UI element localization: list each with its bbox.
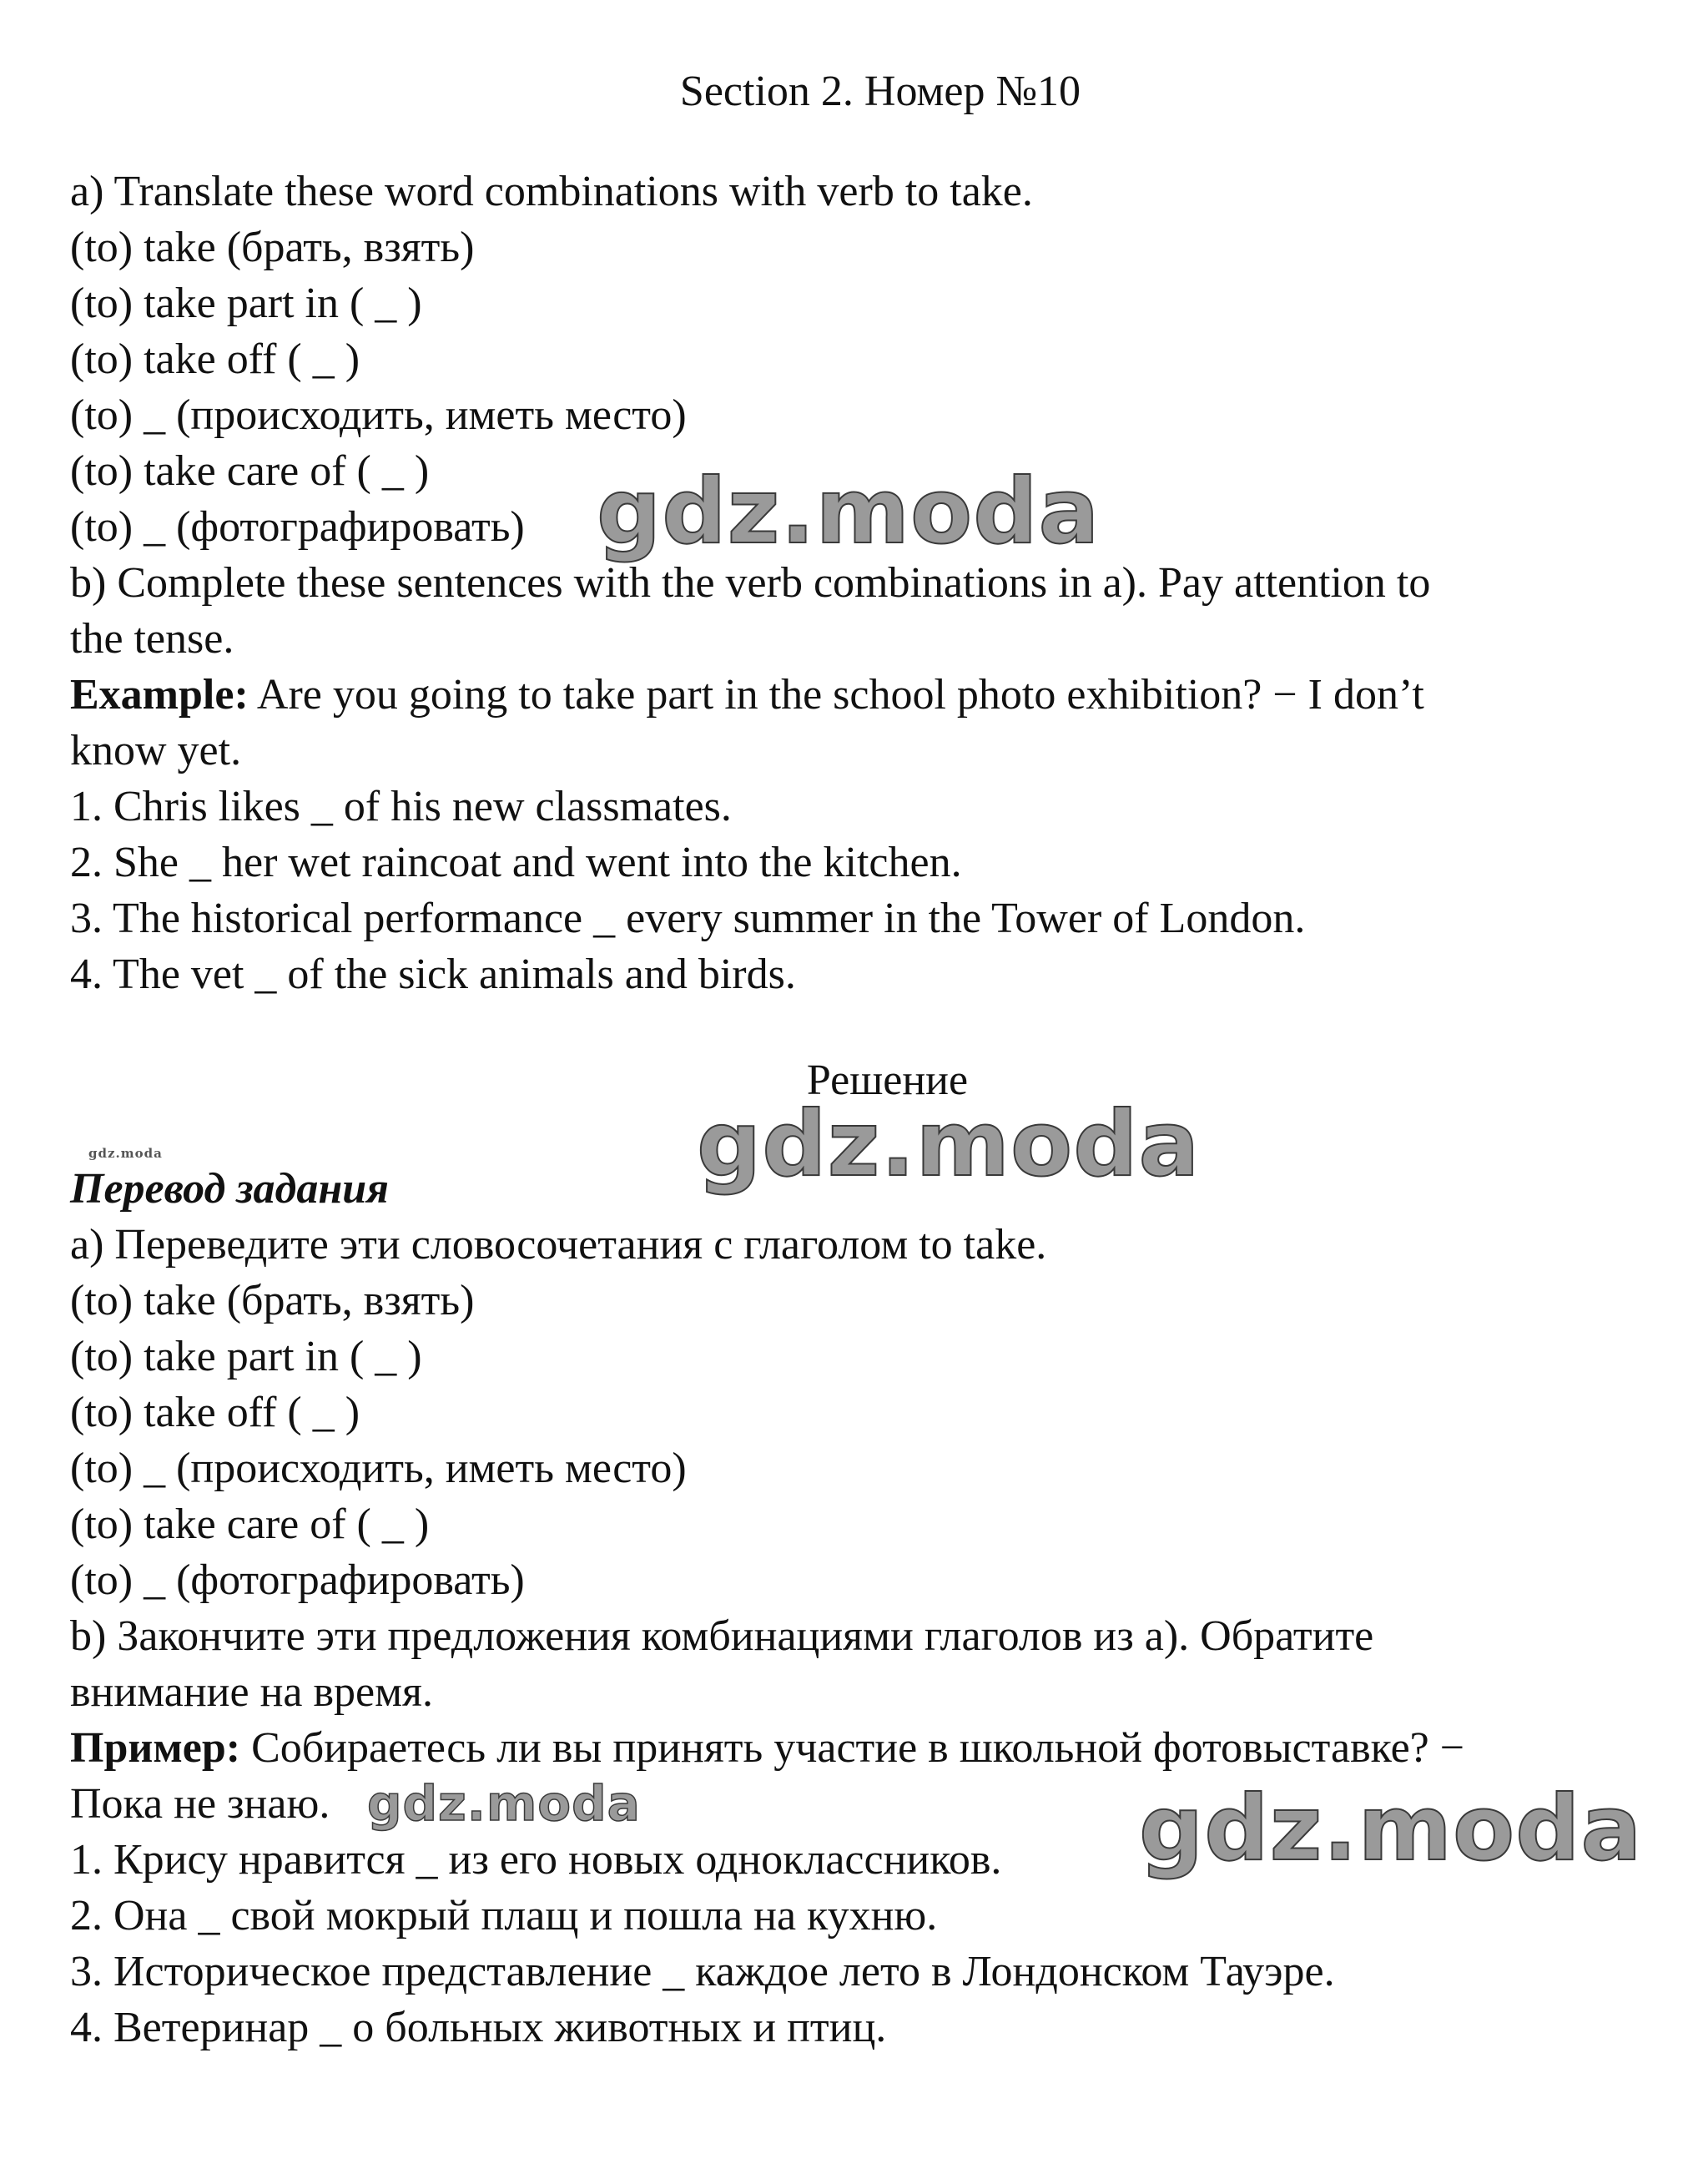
task-part-a-item: (to) _ (фотографировать): [70, 503, 525, 551]
task-part-a-item: (to) take part in ( _ ): [70, 280, 422, 327]
watermark: gdz.moda: [367, 1775, 641, 1832]
task-sentence: 2. She _ her wet raincoat and went into the kitchen.: [70, 839, 962, 886]
solution-part-a-item: (to) take part in ( _ ): [70, 1333, 422, 1380]
solution-part-a-item: (to) take care of ( _ ): [70, 1501, 430, 1548]
translation-heading: Перевод задания: [70, 1165, 389, 1213]
solution-sentence: 3. Историческое представление _ каждое лето в Лондонском Тауэре.: [70, 1948, 1335, 1995]
task-part-a-item: (to) _ (происходить, иметь место): [70, 391, 687, 439]
task-part-a-item: (to) take care of ( _ ): [70, 447, 430, 495]
solution-part-a-title: a) Переведите эти словосочетания с глаголом to take.: [70, 1221, 1047, 1269]
solution-sentence: 1. Крису нравится _ из его новых одноклассников.: [70, 1836, 1002, 1884]
solution-sentence: 2. Она _ свой мокрый плащ и пошла на кухню.: [70, 1892, 938, 1939]
task-example-continued: know yet.: [70, 727, 242, 774]
task-part-a-item: (to) take off ( _ ): [70, 335, 360, 383]
task-part-a-item: (to) take (брать, взять): [70, 224, 475, 271]
solution-part-a-item: (to) take off ( _ ): [70, 1389, 360, 1436]
solution-part-a-item: (to) take (брать, взять): [70, 1277, 475, 1324]
page-title: Section 2. Номер №10: [679, 68, 1081, 115]
task-sentence: 1. Chris likes _ of his new classmates.: [70, 783, 732, 830]
example-text: Are you going to take part in the school photo exhibition? − I don’t: [248, 671, 1424, 719]
task-sentence: 4. The vet _ of the sick animals and birds.: [70, 951, 796, 998]
watermark: gdz.moda: [88, 1146, 163, 1161]
task-sentence: 3. The historical performance _ every summer in the Tower of London.: [70, 895, 1306, 942]
solution-part-b-line: внимание на время.: [70, 1668, 433, 1716]
example-label: Example:: [70, 671, 249, 719]
task-part-a-title: a) Translate these word combinations with verb to take.: [70, 168, 1033, 215]
watermark: gdz.moda: [597, 460, 1101, 564]
task-part-b-line: b) Complete these sentences with the verb combinations in a). Pay attention to: [70, 559, 1431, 607]
solution-heading: Решение: [806, 1057, 969, 1104]
watermark: gdz.moda: [697, 1092, 1201, 1197]
solution-part-a-item: (to) _ (происходить, иметь место): [70, 1445, 687, 1492]
task-part-b-line: the tense.: [70, 615, 234, 663]
example-label: Пример:: [70, 1724, 241, 1772]
watermark: gdz.moda: [1139, 1777, 1643, 1881]
solution-part-a-item: (to) _ (фотографировать): [70, 1556, 525, 1604]
solution-example: [70, 1723, 1464, 1773]
solution-example-continued: Пока не знаю.: [70, 1780, 330, 1828]
task-example: [70, 670, 1424, 720]
solution-sentence: 4. Ветеринар _ о больных животных и птиц.: [70, 2004, 887, 2051]
example-text: Собираетесь ли вы принять участие в школьной фотовыставке? −: [240, 1724, 1465, 1772]
solution-part-b-line: b) Закончите эти предложения комбинациями глаголов из а). Обратите: [70, 1612, 1374, 1660]
